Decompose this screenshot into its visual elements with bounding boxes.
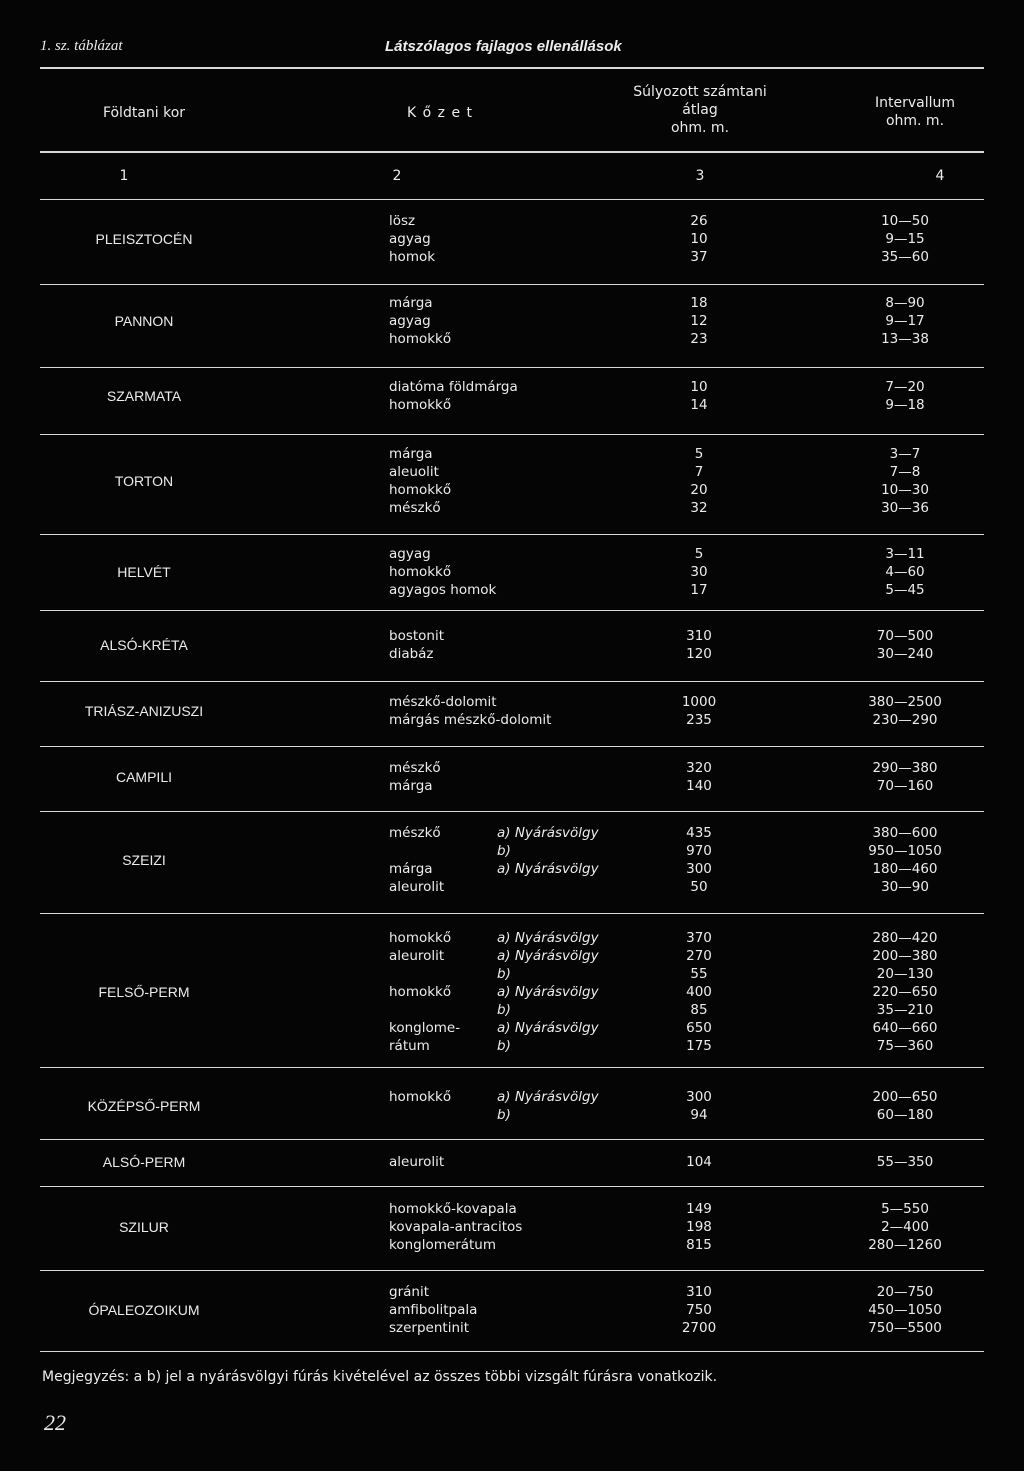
group-divider xyxy=(40,1067,984,1068)
average-cell: 370 xyxy=(686,930,712,946)
table-row xyxy=(0,983,1024,1001)
average-cell: 270 xyxy=(686,948,712,964)
era-label: PANNON xyxy=(114,313,174,329)
table-row xyxy=(0,878,1024,896)
column-number-1: 1 xyxy=(119,168,129,184)
table-row xyxy=(0,1153,1024,1171)
average-cell: 26 xyxy=(690,213,708,229)
interval-cell: 35—60 xyxy=(881,249,929,265)
average-cell: 30 xyxy=(690,564,708,580)
interval-cell: 10—50 xyxy=(881,213,929,229)
variant-cell: a) Nyárásvölgy xyxy=(497,930,599,946)
column-number-4: 4 xyxy=(935,168,945,184)
average-cell: 140 xyxy=(686,778,712,794)
average-cell: 175 xyxy=(686,1038,712,1054)
rock-cell: homokkő xyxy=(389,564,452,580)
rock-cell: márga xyxy=(389,295,433,311)
average-cell: 235 xyxy=(686,712,712,728)
rock-cell: mészkő-dolomit xyxy=(389,694,497,710)
table-row xyxy=(0,842,1024,860)
interval-cell: 75—360 xyxy=(876,1038,934,1054)
variant-cell: a) Nyárásvölgy xyxy=(497,1089,599,1105)
interval-cell: 60—180 xyxy=(876,1107,934,1123)
table-row xyxy=(0,860,1024,878)
table-row xyxy=(0,711,1024,729)
rock-cell: diabáz xyxy=(389,646,434,662)
column-header-average: Súlyozott számtani átlag ohm. m. xyxy=(633,84,767,136)
group-divider xyxy=(40,610,984,611)
row-group xyxy=(0,693,1024,729)
interval-cell: 70—500 xyxy=(876,628,934,644)
average-cell: 310 xyxy=(686,628,712,644)
interval-cell: 750—5500 xyxy=(868,1320,942,1336)
era-label: TORTON xyxy=(114,473,174,489)
rock-cell: diatóma földmárga xyxy=(389,379,518,395)
variant-cell: a) Nyárásvölgy xyxy=(497,948,599,964)
table-row xyxy=(0,563,1024,581)
interval-cell: 380—600 xyxy=(872,825,938,841)
bottom-rule xyxy=(40,1351,984,1352)
row-group xyxy=(0,1200,1024,1254)
rock-cell: agyagos homok xyxy=(389,582,497,598)
rock-cell: márgás mészkő-dolomit xyxy=(389,712,552,728)
variant-cell: b) xyxy=(497,1107,511,1123)
column-number-3: 3 xyxy=(695,168,705,184)
average-cell: 18 xyxy=(690,295,708,311)
table-row xyxy=(0,1001,1024,1019)
average-cell: 320 xyxy=(686,760,712,776)
interval-cell: 5—45 xyxy=(885,582,925,598)
row-group xyxy=(0,1153,1024,1171)
average-cell: 32 xyxy=(690,500,708,516)
numbers-rule xyxy=(40,199,984,200)
era-label: KÖZÉPSŐ-PERM xyxy=(87,1098,201,1114)
average-cell: 37 xyxy=(690,249,708,265)
average-cell: 120 xyxy=(686,646,712,662)
row-group xyxy=(0,824,1024,896)
row-group xyxy=(0,545,1024,599)
rock-cell: amfibolitpala xyxy=(389,1302,478,1318)
table-row xyxy=(0,1283,1024,1301)
interval-cell: 2—400 xyxy=(881,1219,929,1235)
rock-cell: konglomerátum xyxy=(389,1237,497,1253)
era-label: ALSÓ-PERM xyxy=(102,1154,186,1170)
table-row xyxy=(0,378,1024,396)
rock-cell: aleurolit xyxy=(389,1154,445,1170)
group-divider xyxy=(40,434,984,435)
era-label: PLEISZTOCÉN xyxy=(95,231,193,247)
variant-cell: a) Nyárásvölgy xyxy=(497,1020,599,1036)
interval-cell: 10—30 xyxy=(881,482,929,498)
rock-cell: lösz xyxy=(389,213,416,229)
row-group xyxy=(0,294,1024,348)
table-row xyxy=(0,1019,1024,1037)
era-label: TRIÁSZ-ANIZUSZI xyxy=(84,703,204,719)
group-divider xyxy=(40,1139,984,1140)
variant-cell: b) xyxy=(497,843,511,859)
interval-cell: 290—380 xyxy=(872,760,938,776)
table-row xyxy=(0,1301,1024,1319)
average-cell: 94 xyxy=(690,1107,708,1123)
table-row xyxy=(0,929,1024,947)
interval-cell: 380—2500 xyxy=(868,694,942,710)
table-row xyxy=(0,463,1024,481)
interval-cell: 180—460 xyxy=(872,861,938,877)
average-cell: 23 xyxy=(690,331,708,347)
average-cell: 10 xyxy=(690,231,708,247)
interval-cell: 280—420 xyxy=(872,930,938,946)
average-cell: 17 xyxy=(690,582,708,598)
rock-cell: homokkő-kovapala xyxy=(389,1201,517,1217)
average-cell: 20 xyxy=(690,482,708,498)
table-row xyxy=(0,627,1024,645)
row-group xyxy=(0,1283,1024,1337)
interval-cell: 7—8 xyxy=(889,464,921,480)
group-divider xyxy=(40,1270,984,1271)
interval-cell: 20—750 xyxy=(876,1284,934,1300)
row-group xyxy=(0,627,1024,663)
group-divider xyxy=(40,284,984,285)
rock-cell: mészkő xyxy=(389,825,441,841)
table-row xyxy=(0,445,1024,463)
page-number: 22 xyxy=(44,1410,66,1435)
group-divider xyxy=(40,746,984,747)
rock-cell: gránit xyxy=(389,1284,429,1300)
era-label: ÓPALEOZOIKUM xyxy=(88,1302,200,1318)
table-row xyxy=(0,230,1024,248)
table-row xyxy=(0,693,1024,711)
rock-cell: rátum xyxy=(389,1038,430,1054)
average-cell: 300 xyxy=(686,861,712,877)
interval-cell: 30—240 xyxy=(876,646,934,662)
table-row xyxy=(0,294,1024,312)
average-cell: 198 xyxy=(686,1219,712,1235)
average-cell: 400 xyxy=(686,984,712,1000)
average-cell: 5 xyxy=(694,546,704,562)
column-number-2: 2 xyxy=(392,168,402,184)
group-divider xyxy=(40,1186,984,1187)
average-cell: 85 xyxy=(690,1002,708,1018)
rock-cell: kovapala-antracitos xyxy=(389,1219,523,1235)
era-label: SZILUR xyxy=(119,1219,169,1235)
era-label: FELSŐ-PERM xyxy=(98,984,190,1000)
rock-cell: szerpentinit xyxy=(389,1320,470,1336)
average-cell: 12 xyxy=(690,313,708,329)
era-label: ALSÓ-KRÉTA xyxy=(100,637,188,653)
average-cell: 5 xyxy=(694,446,704,462)
rock-cell: agyag xyxy=(389,313,431,329)
table-row xyxy=(0,312,1024,330)
average-cell: 14 xyxy=(690,397,708,413)
average-cell: 10 xyxy=(690,379,708,395)
group-divider xyxy=(40,534,984,535)
average-cell: 7 xyxy=(694,464,704,480)
interval-cell: 70—160 xyxy=(876,778,934,794)
interval-cell: 280—1260 xyxy=(868,1237,942,1253)
average-cell: 310 xyxy=(686,1284,712,1300)
rock-cell: homokkő xyxy=(389,397,452,413)
table-row xyxy=(0,759,1024,777)
variant-cell: a) Nyárásvölgy xyxy=(497,984,599,1000)
average-cell: 435 xyxy=(686,825,712,841)
rock-cell: márga xyxy=(389,446,433,462)
era-label: SZEIZI xyxy=(122,852,166,868)
interval-cell: 200—380 xyxy=(872,948,938,964)
interval-cell: 4—60 xyxy=(885,564,925,580)
interval-cell: 5—550 xyxy=(881,1201,929,1217)
interval-cell: 9—18 xyxy=(885,397,925,413)
average-cell: 650 xyxy=(686,1020,712,1036)
interval-cell: 220—650 xyxy=(872,984,938,1000)
rock-cell: bostonit xyxy=(389,628,445,644)
table-row xyxy=(0,824,1024,842)
table-row xyxy=(0,965,1024,983)
rock-cell: mészkő xyxy=(389,500,441,516)
interval-cell: 3—11 xyxy=(885,546,925,562)
average-cell: 2700 xyxy=(681,1320,717,1336)
interval-cell: 200—650 xyxy=(872,1089,938,1105)
table-row xyxy=(0,1200,1024,1218)
rock-cell: aleuolit xyxy=(389,464,439,480)
table-row xyxy=(0,1218,1024,1236)
era-label: CAMPILI xyxy=(115,769,172,785)
group-divider xyxy=(40,913,984,914)
column-header-era: Földtani kor xyxy=(102,105,186,121)
footnote: Megjegyzés: a b) jel a nyárásvölgyi fúrás kivételével az összes többi vizsgált fúrásra vonatkozik. xyxy=(42,1369,718,1385)
rock-cell: homokkő xyxy=(389,930,452,946)
column-header-rock: K ő z e t xyxy=(407,105,473,121)
table-row xyxy=(0,1236,1024,1254)
average-cell: 815 xyxy=(686,1237,712,1253)
interval-cell: 230—290 xyxy=(872,712,938,728)
table-row xyxy=(0,645,1024,663)
interval-cell: 13—38 xyxy=(881,331,929,347)
interval-cell: 640—660 xyxy=(872,1020,938,1036)
row-group xyxy=(0,929,1024,1055)
row-group xyxy=(0,759,1024,795)
rock-cell: homokkő xyxy=(389,1089,452,1105)
table-row xyxy=(0,581,1024,599)
group-divider xyxy=(40,811,984,812)
group-divider xyxy=(40,367,984,368)
table-title: Látszólagos fajlagos ellenállások xyxy=(385,38,622,55)
average-cell: 149 xyxy=(686,1201,712,1217)
interval-cell: 3—7 xyxy=(889,446,921,462)
rock-cell: homok xyxy=(389,249,436,265)
interval-cell: 950—1050 xyxy=(868,843,942,859)
table-row xyxy=(0,212,1024,230)
interval-cell: 20—130 xyxy=(876,966,934,982)
header-rule xyxy=(40,151,984,153)
interval-cell: 9—15 xyxy=(885,231,925,247)
row-group xyxy=(0,378,1024,414)
table-number: 1. sz. táblázat xyxy=(40,38,123,54)
table-row xyxy=(0,947,1024,965)
interval-cell: 450—1050 xyxy=(868,1302,942,1318)
table-row xyxy=(0,499,1024,517)
group-divider xyxy=(40,681,984,682)
average-cell: 750 xyxy=(686,1302,712,1318)
rock-cell: aleurolit xyxy=(389,879,445,895)
table-row xyxy=(0,1106,1024,1124)
column-header-interval: Intervallum ohm. m. xyxy=(874,95,955,129)
row-group xyxy=(0,212,1024,266)
era-label: SZARMATA xyxy=(106,388,182,404)
rock-cell: márga xyxy=(389,778,433,794)
rock-cell: aleurolit xyxy=(389,948,445,964)
average-cell: 50 xyxy=(690,879,708,895)
interval-cell: 30—36 xyxy=(881,500,929,516)
table-row xyxy=(0,481,1024,499)
table-row xyxy=(0,777,1024,795)
table-row xyxy=(0,545,1024,563)
variant-cell: a) Nyárásvölgy xyxy=(497,825,599,841)
table-row xyxy=(0,396,1024,414)
table-row xyxy=(0,1088,1024,1106)
table-row xyxy=(0,1319,1024,1337)
rock-cell: konglome- xyxy=(389,1020,461,1036)
interval-cell: 8—90 xyxy=(885,295,925,311)
average-cell: 300 xyxy=(686,1089,712,1105)
rock-cell: homokkő xyxy=(389,331,452,347)
table-row xyxy=(0,248,1024,266)
top-rule xyxy=(40,67,984,69)
interval-cell: 55—350 xyxy=(876,1154,934,1170)
interval-cell: 30—90 xyxy=(881,879,929,895)
row-group xyxy=(0,445,1024,517)
interval-cell: 9—17 xyxy=(885,313,925,329)
average-cell: 104 xyxy=(686,1154,712,1170)
variant-cell: b) xyxy=(497,1002,511,1018)
rock-cell: agyag xyxy=(389,231,431,247)
table-row xyxy=(0,330,1024,348)
era-label: HELVÉT xyxy=(117,564,171,580)
rock-cell: homokkő xyxy=(389,984,452,1000)
interval-cell: 35—210 xyxy=(876,1002,934,1018)
average-cell: 55 xyxy=(690,966,708,982)
average-cell: 1000 xyxy=(681,694,717,710)
row-group xyxy=(0,1088,1024,1124)
variant-cell: b) xyxy=(497,1038,511,1054)
rock-cell: agyag xyxy=(389,546,431,562)
interval-cell: 7—20 xyxy=(885,379,925,395)
average-cell: 970 xyxy=(686,843,712,859)
rock-cell: homokkő xyxy=(389,482,452,498)
table-row xyxy=(0,1037,1024,1055)
variant-cell: a) Nyárásvölgy xyxy=(497,861,599,877)
rock-cell: márga xyxy=(389,861,433,877)
rock-cell: mészkő xyxy=(389,760,441,776)
variant-cell: b) xyxy=(497,966,511,982)
